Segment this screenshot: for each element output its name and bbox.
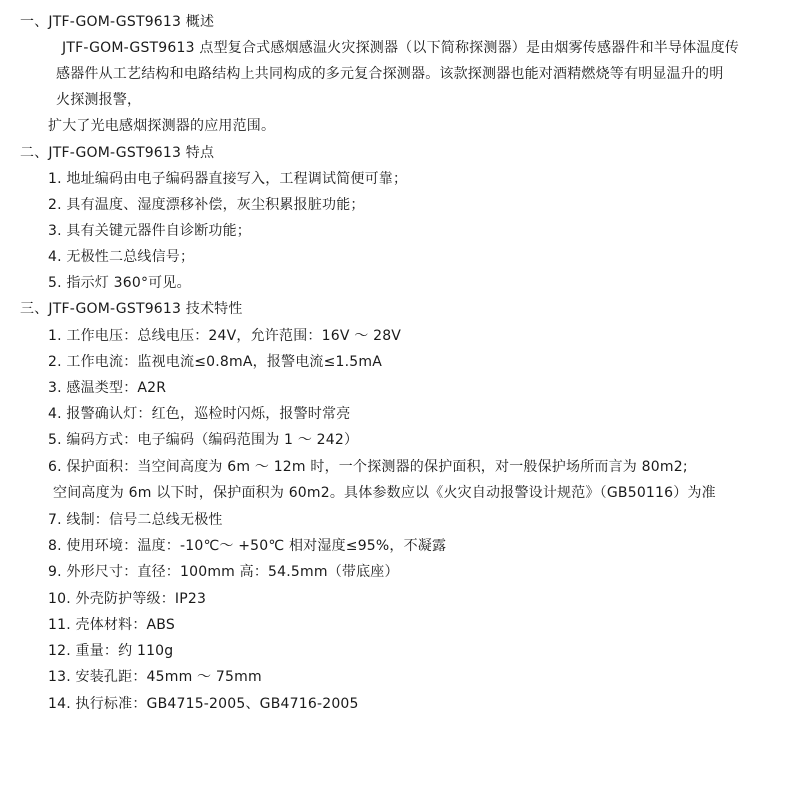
feature-item: 3. 具有关键元器件自诊断功能； [48,223,252,239]
spec-item: 4. 报警确认灯：红色，巡检时闪烁，报警时常亮 [48,406,351,422]
spec-item: 2. 工作电流：监视电流≤0.8mA，报警电流≤1.5mA [48,354,383,370]
feature-item: 5. 指示灯 360°可见。 [48,275,191,291]
spec-item: 11. 壳体材料：ABS [48,617,175,633]
section-1-heading: 一、JTF-GOM-GST9613 概述 [20,14,215,30]
spec-item: 7. 线制：信号二总线无极性 [48,512,223,528]
spec-item: 3. 感温类型：A2R [48,380,167,396]
spec-item: 12. 重量：约 110g [48,643,174,659]
spec-item: 10. 外壳防护等级：IP23 [48,591,207,607]
spec-item: 6. 保护面积：当空间高度为 6m ～ 12m 时，一个探测器的保护面积，对一般保护场所而言为 80m2; [48,459,688,475]
section-2-heading: 二、JTF-GOM-GST9613 特点 [20,145,215,161]
section-3-heading: 三、JTF-GOM-GST9613 技术特性 [20,301,243,317]
feature-item: 2. 具有温度、湿度漂移补偿，灰尘积累报脏功能； [48,197,365,213]
spec-item: 1. 工作电压：总线电压：24V，允许范围：16V ～ 28V [48,328,402,344]
spec-item: 8. 使用环境：温度：-10℃～ +50℃ 相对湿度≤95%，不凝露 [48,538,447,554]
overview-paragraph-line-2: 感器件从工艺结构和电路结构上共同构成的多元复合探测器。该款探测器也能对酒精燃烧等有明显温升的明 [56,66,724,82]
spec-item: 9. 外形尺寸：直径：100mm 高：54.5mm（带底座） [48,564,399,580]
feature-item: 1. 地址编码由电子编码器直接写入，工程调试简便可靠； [48,171,408,187]
spec-item-continuation: 空间高度为 6m 以下时，保护面积为 60m2。具体参数应以《火灾自动报警设计规范》（GB50116）为准 [53,485,716,501]
overview-paragraph-line-3: 火探测报警， [56,92,142,108]
feature-item: 4. 无极性二总线信号； [48,249,195,265]
spec-item: 5. 编码方式：电子编码（编码范围为 1 ～ 242） [48,432,359,448]
spec-item: 13. 安装孔距：45mm ～ 75mm [48,669,262,685]
spec-item: 14. 执行标准：GB4715-2005、GB4716-2005 [48,696,359,712]
overview-paragraph-line-4: 扩大了光电感烟探测器的应用范围。 [48,118,276,134]
overview-paragraph-line-1: JTF-GOM-GST9613 点型复合式感烟感温火灾探测器（以下简称探测器）是由烟雾传感器件和半导体温度传 [62,40,739,56]
